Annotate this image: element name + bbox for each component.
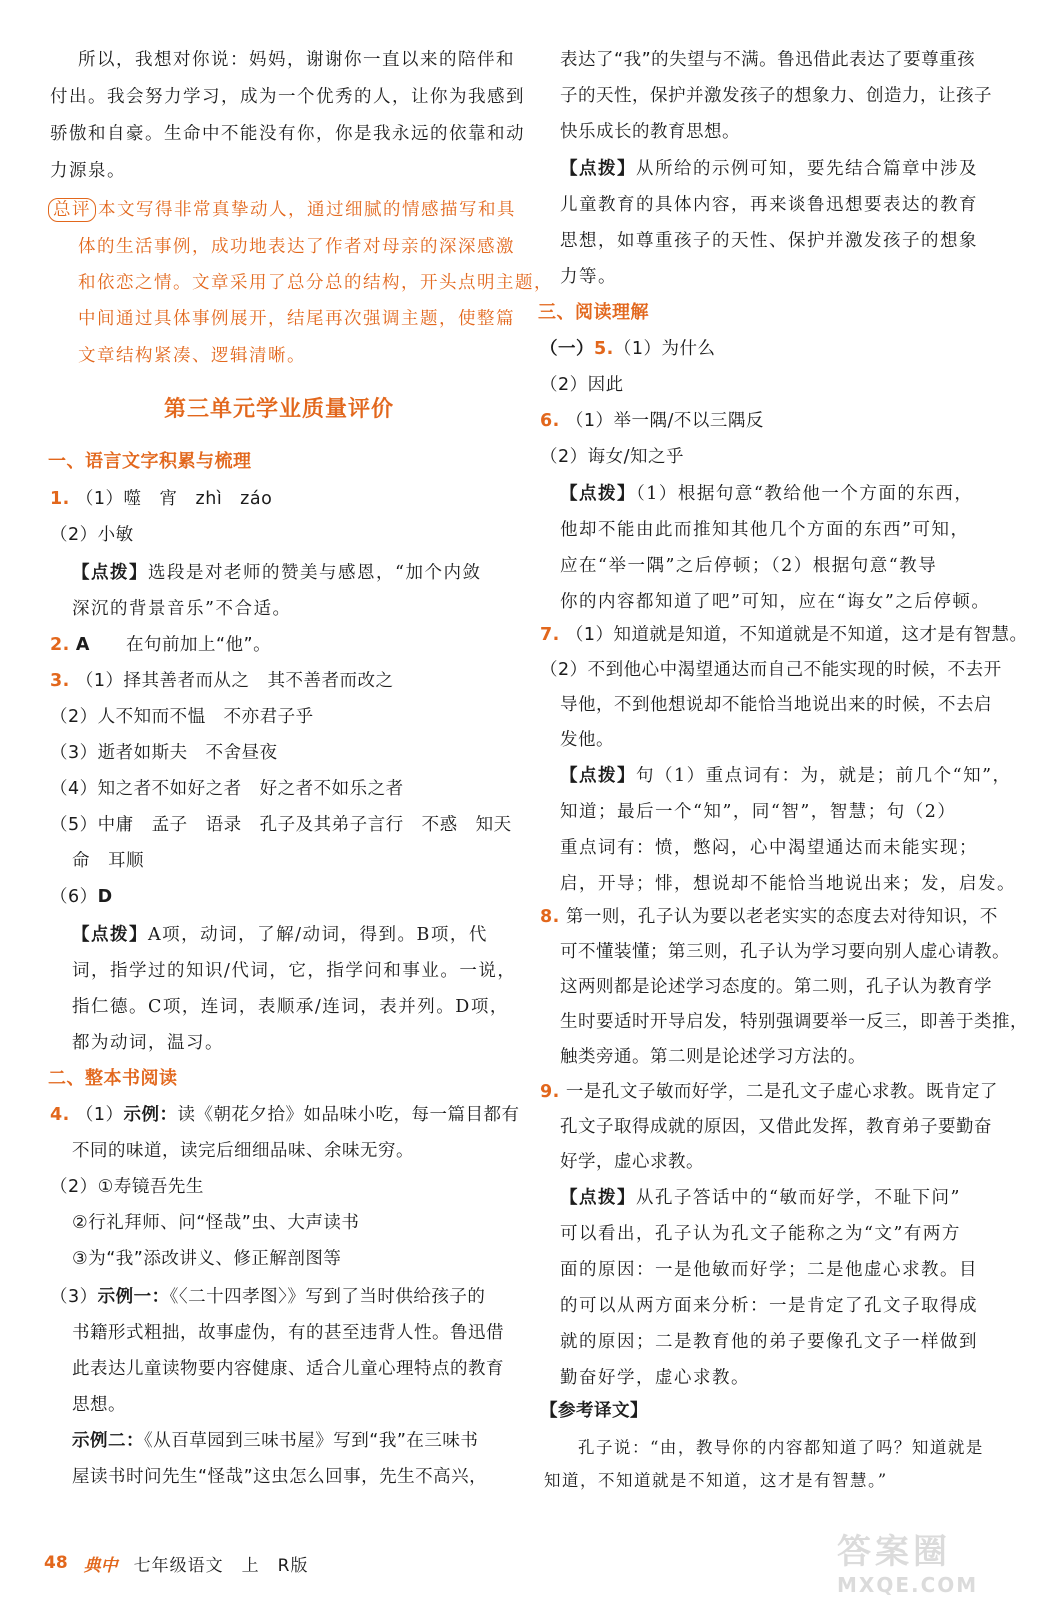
- page-number: 48: [44, 1553, 68, 1573]
- question-line: [50, 627, 271, 663]
- hint-line: 启，开导；悱，想说却不能恰当地说出来；发，启发。: [560, 874, 1016, 894]
- hint-tag: 【点拨】: [72, 563, 148, 583]
- answer-text: （1）噬 宵 zhì záo: [75, 489, 273, 509]
- answer-line: ③为“我”添改讲义、修正解剖图等: [72, 1249, 342, 1269]
- question-number: 6.: [540, 411, 560, 431]
- answer-text: 《〈二十四孝图〉》写到了当时供给孩子的: [169, 1287, 486, 1307]
- answer-text: （1）知道就是知道，不知道就是不知道，这才是有智慧。: [565, 625, 1028, 645]
- section-heading: 一、语言文字积累与梳理: [48, 451, 252, 472]
- answer-line: 导他，不到他想说却不能恰当地说出来的时候，不去启: [560, 695, 992, 715]
- hint-text: 从所给的示例可知，要先结合篇章中涉及: [636, 159, 978, 179]
- answer-line: 此表达儿童读物要内容健康、适合儿童心理特点的教育: [72, 1359, 504, 1379]
- answer-choice: D: [97, 887, 113, 907]
- answer-line: （2）不到他心中渴望通达而自己不能实现的时候，不去开: [540, 660, 1002, 680]
- answer-line: 这两则都是论述学习态度的。第二则，孔子认为教育学: [560, 977, 992, 997]
- example-tag: 示例：: [123, 1105, 178, 1125]
- question-number: 5.: [594, 339, 614, 359]
- question-number: 7.: [540, 625, 560, 645]
- hint-line: 思想，如尊重孩子的天性、保护并激发孩子的想象: [560, 231, 978, 251]
- answer-line: ②行礼拜师、问“怪哉”虫、大声读书: [72, 1213, 360, 1233]
- watermark: [837, 1524, 1037, 1597]
- answer-line: 思想。: [72, 1395, 126, 1415]
- section-heading: 二、整本书阅读: [48, 1068, 178, 1089]
- hint-tag: 【点拨】: [560, 159, 636, 179]
- answer-text: （1）择其善者而从之 其不善者而改之: [75, 671, 394, 691]
- answer-text: 第一则，孔子认为要以老老实实的态度去对待知识，不: [565, 907, 998, 927]
- question-line: [540, 1074, 998, 1110]
- answer-text: （1）为什么: [613, 339, 716, 359]
- hint-line: [560, 1180, 961, 1216]
- answer-line: （3）逝者如斯夫 不舍昼夜: [50, 743, 278, 763]
- answer-line: [50, 879, 113, 915]
- answer-line: 表达了“我”的失望与不满。鲁迅借此表达了要尊重孩: [560, 50, 976, 70]
- answer-text: 一是孔文子敏而好学，二是孔文子虚心求教。既肯定了: [565, 1082, 998, 1102]
- hint-text: 从孔子答话中的“敏而好学，不耻下问”: [636, 1188, 961, 1208]
- answer-line: （4）知之者不如好之者 好之者不如乐之者: [50, 779, 404, 799]
- answer-text: 《从百草园到三味书屋》写到“我”在三味书: [144, 1431, 479, 1451]
- question-line: [50, 1097, 520, 1133]
- answer-line: 发他。: [560, 730, 614, 750]
- hint-line: 指仁德。C项，连词，表顺承/连词，表并列。D项，: [72, 997, 509, 1017]
- brand-logo: 典中: [83, 1555, 118, 1576]
- answer-line: （2）因此: [540, 375, 624, 395]
- hint-line: 就的原因；二是教育他的弟子要像孔文子一样做到: [560, 1332, 978, 1352]
- hint-line: 勤奋好学，虚心求教。: [560, 1368, 750, 1388]
- section-heading: 三、阅读理解: [538, 302, 649, 323]
- question-number: 3.: [50, 671, 70, 691]
- hint-line: 重点词有：愤，憋闷，心中渴望通达而未能实现；: [560, 838, 978, 858]
- hint-line: 你的内容都知道了吧”可知，应在“诲女”之后停顿。: [560, 592, 991, 612]
- answer-line: （2）诲女/知之乎: [540, 447, 685, 467]
- question-line: [540, 331, 715, 367]
- hint-tag: 【点拨】: [560, 766, 636, 786]
- hint-line: [560, 476, 973, 512]
- hint-line: [72, 555, 481, 591]
- question-number: 2.: [50, 635, 70, 655]
- answer-line: 不同的味道，读完后细细品味、余味无穷。: [72, 1141, 414, 1161]
- answer-line: 书籍形式粗拙，故事虚伪，有的甚至违背人性。鲁迅借: [72, 1323, 504, 1343]
- answer-text: （1）举一隅/不以三隅反: [565, 411, 764, 431]
- essay-line: 骄傲和自豪。生命中不能没有你，你是我永远的依靠和动: [50, 124, 525, 144]
- hint-text: A项，动词，了解/动词，得到。B项，代: [148, 925, 488, 945]
- answer-line: 孔文子取得成就的原因，又借此发挥，教育弟子要勤奋: [560, 1117, 992, 1137]
- answer-line: （5）中庸 孟子 语录 孔子及其弟子言行 不惑 知天: [50, 815, 512, 835]
- watermark-url: MXQE.COM: [837, 1573, 979, 1597]
- question-line: [540, 403, 764, 439]
- summary-line: 文章结构紧凑、逻辑清晰。: [78, 346, 306, 366]
- hint-text: 选段是对老师的赞美与感恩，“加个内敛: [148, 563, 482, 583]
- unit-title: 第三单元学业质量评价: [163, 397, 394, 422]
- summary-tag: 总评: [48, 198, 96, 222]
- hint-tag: 【点拨】: [560, 484, 636, 504]
- answer-text: （6）: [50, 887, 98, 907]
- answer-line: 好学，虚心求教。: [560, 1152, 704, 1172]
- question-line: [50, 481, 272, 517]
- question-line: [540, 899, 998, 935]
- hint-line: 儿童教育的具体内容，再来谈鲁迅想要表达的教育: [560, 195, 978, 215]
- hint-line: 知道；最后一个“知”，同“智”，智慧；句（2）: [560, 802, 957, 822]
- hint-tag: 【点拨】: [72, 925, 148, 945]
- answer-line: （2）小敏: [50, 525, 134, 545]
- answer-text: 读《朝花夕拾》如品味小吃，每一篇目都有: [177, 1105, 520, 1125]
- hint-line: 应在“举一隅”之后停顿；（2）根据句意“教导: [560, 556, 938, 576]
- summary-line: 中间通过具体事例展开，结尾再次强调主题，使整篇: [78, 309, 515, 329]
- essay-line: 力源泉。: [50, 161, 126, 181]
- reference-line: 孔子说：“由，教导你的内容都知道了吗？知道就是: [578, 1438, 984, 1457]
- summary-line: 和依恋之情。文章采用了总分总的结构，开头点明主题，: [78, 273, 553, 293]
- hint-text: （1）根据句意“教给他一个方面的东西，: [636, 484, 974, 504]
- example-tag: 示例二：: [72, 1431, 144, 1451]
- hint-tag: 【点拨】: [560, 1188, 636, 1208]
- hint-line: 面的原因：一是他敏而好学；二是他虚心求教。目: [560, 1260, 978, 1280]
- hint-line: 深沉的背景音乐”不合适。: [72, 599, 292, 619]
- question-line: [540, 617, 1028, 653]
- hint-text: 句（1）重点词有：为，就是；前几个“知”，: [636, 766, 1012, 786]
- answer-line: 可不懂装懂；第三则，孔子认为学习要向别人虚心请教。: [560, 942, 1010, 962]
- summary-line: 体的生活事例，成功地表达了作者对母亲的深深感激: [78, 237, 515, 257]
- book-title: 七年级语文 上 R版: [133, 1555, 309, 1576]
- watermark-text: 答案圈: [837, 1532, 951, 1572]
- question-number: 9.: [540, 1082, 560, 1102]
- answer-line: （2）人不知而不愠 不亦君子乎: [50, 707, 314, 727]
- page-footer: [44, 1548, 308, 1578]
- answer-line: 生时要适时开导启发，特别强调要举一反三，即善于类推，: [560, 1012, 1028, 1032]
- answer-line: （2）①寿镜吾先生: [50, 1177, 204, 1197]
- hint-line: 他却不能由此而推知其他几个方面的东西”可知，: [560, 520, 970, 540]
- hint-line: [560, 758, 1012, 794]
- summary-line: [48, 192, 516, 228]
- answer-line: 子的天性，保护并激发孩子的想象力、创造力，让孩子: [560, 86, 992, 106]
- hint-line: 力等。: [560, 267, 617, 287]
- reference-line: 知道，不知道就是不知道，这才是有智慧。”: [544, 1471, 888, 1490]
- essay-line: 所以，我想对你说：妈妈，谢谢你一直以来的陪伴和: [78, 50, 515, 70]
- reference-translation-title: 【参考译文】: [540, 1401, 648, 1421]
- hint-line: [560, 151, 978, 187]
- answer-line: 触类旁通。第二则是论述学习方法的。: [560, 1047, 866, 1067]
- example-tag: 示例一：: [97, 1287, 170, 1307]
- answer-line: [50, 1279, 485, 1315]
- question-number: 4.: [50, 1105, 70, 1125]
- question-line: [50, 663, 394, 699]
- hint-line: 都为动词，温习。: [72, 1033, 224, 1053]
- part-label: （一）: [540, 339, 594, 359]
- essay-line: 付出。我会努力学习，成为一个优秀的人，让你为我感到: [50, 87, 525, 107]
- hint-line: 的可以从两方面来分析：一是肯定了孔文子取得成: [560, 1296, 978, 1316]
- question-number: 1.: [50, 489, 70, 509]
- hint-line: 可以看出，孔子认为孔文子能称之为“文”有两方: [560, 1224, 961, 1244]
- answer-choice: A: [75, 635, 90, 655]
- summary-text: 本文写得非常真挚动人，通过细腻的情感描写和具: [98, 200, 516, 220]
- answer-line: 屋读书时问先生“怪哉”这虫怎么回事，先生不高兴，: [72, 1467, 488, 1487]
- answer-text: （1）: [75, 1105, 124, 1125]
- answer-text: 在句前加上“他”。: [125, 635, 272, 655]
- answer-line: 命 耳顺: [72, 851, 144, 871]
- answer-text: （3）: [50, 1287, 98, 1307]
- answer-line: [72, 1423, 478, 1459]
- hint-line: 词，指学过的知识/代词，它，指学问和事业。一说，: [72, 961, 517, 981]
- hint-line: [72, 917, 488, 953]
- answer-line: 快乐成长的教育思想。: [560, 122, 740, 142]
- question-number: 8.: [540, 907, 560, 927]
